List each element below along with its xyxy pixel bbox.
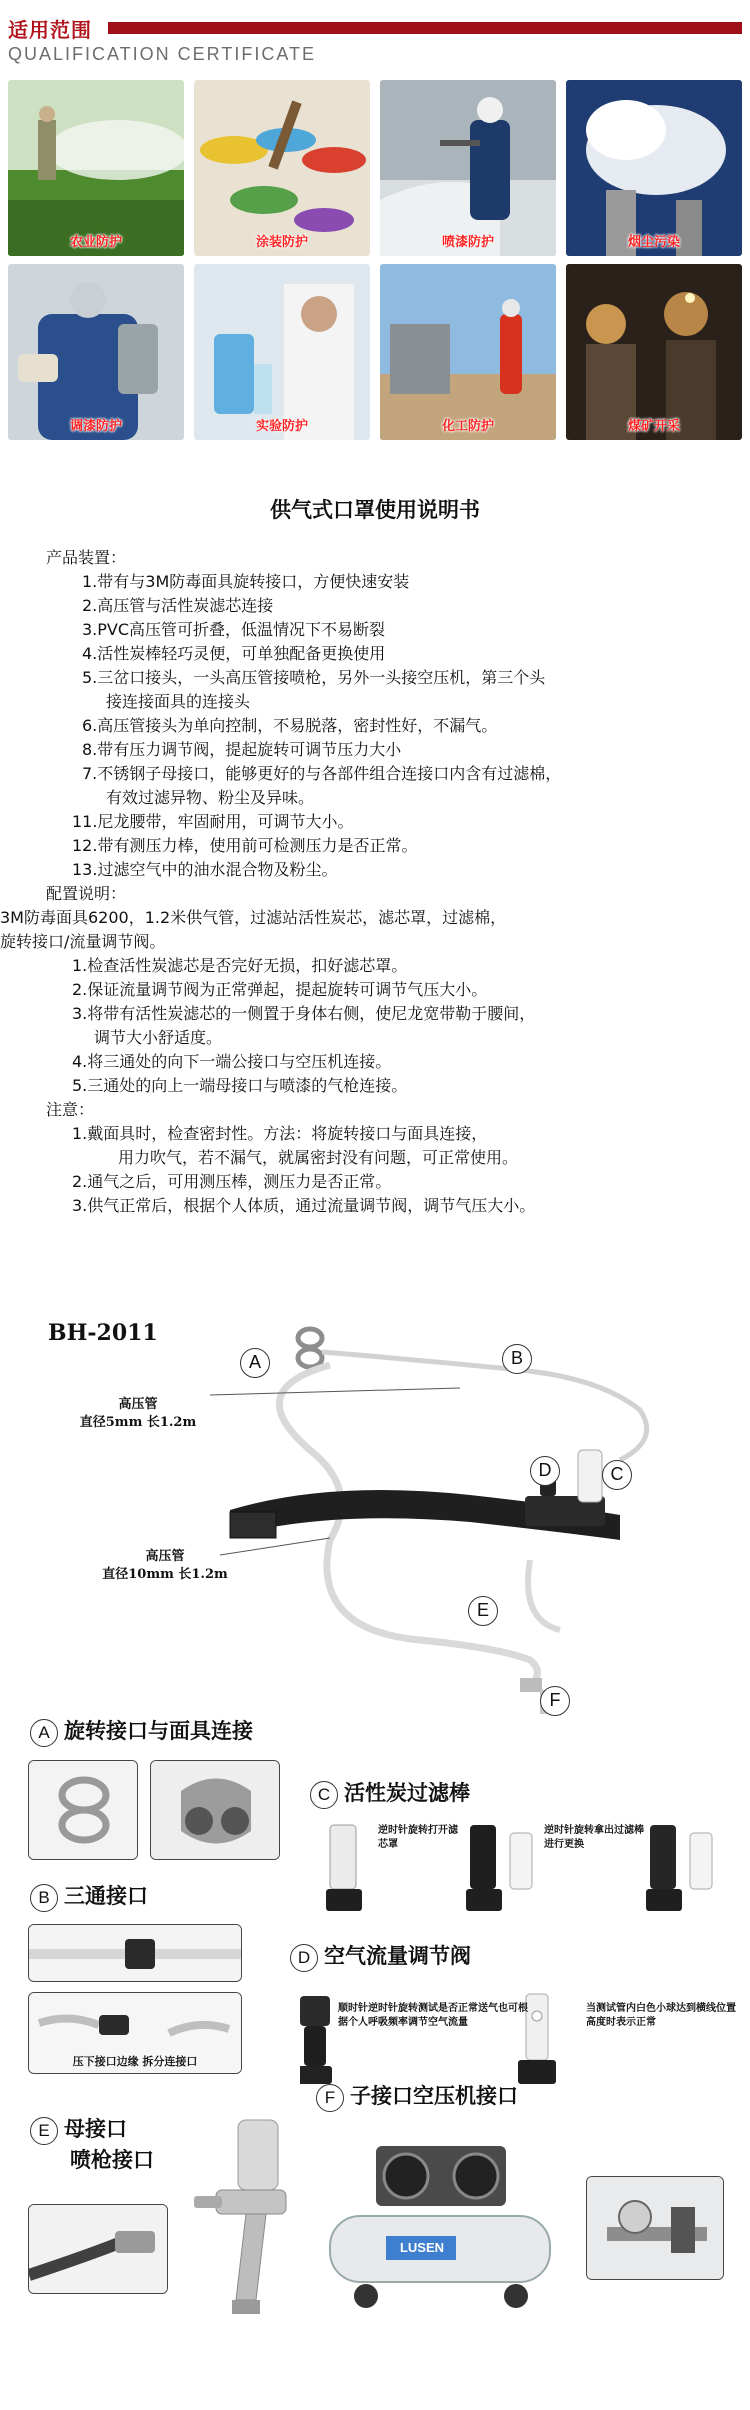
tile-label: 烟尘污染: [627, 235, 680, 250]
filter-note-2: 逆时针旋转拿出过滤棒进行更换: [544, 1825, 644, 1850]
application-grid: [8, 80, 742, 440]
carbon-filter-icon: [578, 1450, 602, 1502]
device-item: 7.不锈钢子母接口，能够更好的与各部件组合连接口内含有过滤棉，: [82, 764, 562, 783]
config-item: 3.将带有活性炭滤芯的一侧置于身体右侧，使尼龙宽带勒于腰间，: [72, 1004, 536, 1023]
detail-b-title: 三通接口: [64, 1883, 148, 1908]
tile-smoke-pollution: [566, 80, 742, 256]
section-header: [0, 0, 750, 70]
detail-f-marker: F: [316, 2084, 344, 2112]
device-item: 6.高压管接头为单向控制，不易脱落，密封性好，不漏气。: [82, 716, 498, 735]
filter-note-1: 逆时针旋转打开滤芯罩: [378, 1825, 458, 1850]
config-item: 1.检查活性炭滤芯是否完好无损，扣好滤芯罩。: [72, 956, 408, 975]
detail-e-title-2: 喷枪接口: [70, 2146, 154, 2172]
note-item-cont: 用力吹气，若不漏气，就属密封没有问题，可正常使用。: [118, 1148, 519, 1167]
detail-c-title: 活性炭过滤棒: [344, 1780, 470, 1805]
tile-label: 调漆防护: [69, 419, 122, 434]
note-item: 3.供气正常后，根据个人体质，通过流量调节阀，调节气压大小。: [72, 1196, 536, 1215]
note-item: 2.通气之后，可用测压棒，测压力是否正常。: [72, 1172, 392, 1191]
mining-photo: [566, 264, 742, 440]
paint-mixing-photo: [8, 264, 184, 440]
air-compressor-icon: [316, 2136, 566, 2316]
coating-photo: [194, 80, 370, 256]
swivel-connector-icon: [298, 1329, 322, 1367]
tile-label: 实验防护: [255, 419, 308, 434]
tube-large-spec: 直径10mm 长1.2m: [102, 1567, 228, 1582]
belt-buckle-icon: [230, 1512, 276, 1538]
spray-gun-icon: [176, 2110, 296, 2320]
device-heading: 产品装置：: [46, 548, 127, 567]
detail-a-title: 旋转接口与面具连接: [64, 1718, 253, 1743]
laboratory-photo: [194, 264, 370, 440]
detail-c-marker: C: [310, 1781, 338, 1809]
detail-e-heading: [30, 2114, 154, 2175]
product-illustration: [0, 1300, 750, 1720]
tube-small-annotation: [68, 1396, 208, 1432]
device-item: 2.高压管与活性炭滤芯连接: [82, 596, 274, 615]
manual-body: [0, 546, 706, 1218]
marker-a: A: [240, 1348, 270, 1378]
config-line: 旋转接口/流量调节阀。: [0, 932, 166, 951]
valve-note-1: 顺时针逆时针旋转测试是否正常送气也可根据个人呼吸频率调节空气流量: [338, 2003, 528, 2028]
section-subtitle: QUALIFICATION CERTIFICATE: [8, 44, 317, 64]
device-item-cont: 接连接面具的连接头: [106, 692, 251, 711]
detail-a-heading: [30, 1715, 253, 1747]
detail-a-marker: A: [30, 1719, 58, 1747]
device-item: 8.带有压力调节阀，提起旋转可调节压力大小: [82, 740, 402, 759]
chemical-photo: [380, 264, 556, 440]
marker-d: D: [530, 1456, 560, 1486]
detail-f-title: 子接口空压机接口: [350, 2083, 518, 2108]
compressor-port-photo: [586, 2176, 724, 2280]
section-title: 适用范围: [8, 18, 92, 42]
marker-f: F: [540, 1686, 570, 1716]
tee-connector-photo: [28, 1924, 242, 1982]
tile-label: 农业防护: [69, 235, 122, 250]
small-tube: [322, 1352, 647, 1460]
detail-b-heading: [30, 1880, 148, 1912]
device-item: 3.PVC高压管可折叠，低温情况下不易断裂: [82, 620, 386, 639]
device-item: 13.过滤空气中的油水混合物及粉尘。: [72, 860, 338, 879]
tube-small-name: 高压管: [118, 1397, 158, 1412]
compressor-brand: LUSEN: [399, 2240, 445, 2255]
device-item: 4.活性炭棒轻巧灵便，可单独配备更换使用: [82, 644, 386, 663]
detail-e-title-1: 母接口: [64, 2116, 127, 2141]
tube-large-annotation: [90, 1548, 240, 1584]
spray-paint-photo: [380, 80, 556, 256]
note-item: 1.戴面具时，检查密封性。方法：将旋转接口与面具连接，: [72, 1124, 488, 1143]
mask-photo: [150, 1760, 280, 1860]
product-diagram: [0, 1300, 750, 1720]
tile-mining: [566, 264, 742, 440]
detail-c-heading: [310, 1777, 470, 1809]
swivel-closeup: [28, 1760, 138, 1860]
device-item: 5.三岔口接头，一头高压管接喷枪，另外一头接空压机，第三个头: [82, 668, 546, 687]
agriculture-photo: [8, 80, 184, 256]
device-item: 12.带有测压力棒，使用前可检测压力是否正常。: [72, 836, 418, 855]
config-item: 4.将三通处的向下一端公接口与空压机连接。: [72, 1052, 392, 1071]
config-heading: 配置说明：: [46, 884, 127, 903]
marker-b: B: [502, 1344, 532, 1374]
detail-d-title: 空气流量调节阀: [324, 1943, 471, 1968]
tile-coating: [194, 80, 370, 256]
detail-d-heading: [290, 1940, 471, 1972]
detail-f-heading: [316, 2080, 518, 2112]
tile-label: 涂装防护: [255, 235, 308, 250]
config-line: 3M防毒面具6200，1.2米供气管，过滤站活性炭芯，滤芯罩，过滤棉，: [0, 908, 507, 927]
tile-paint-mixing: [8, 264, 184, 440]
detail-b-marker: B: [30, 1884, 58, 1912]
title-bar: [108, 22, 742, 34]
female-connector-photo: [28, 2204, 168, 2294]
tile-spray-paint: [380, 80, 556, 256]
tee-detach-photo: [28, 1992, 242, 2074]
marker-c: C: [602, 1460, 632, 1490]
tile-label: 化工防护: [441, 419, 494, 434]
device-item: 11.尼龙腰带，牢固耐用，可调节大小。: [72, 812, 354, 831]
tile-label: 煤矿开采: [627, 419, 680, 434]
tube-large-name: 高压管: [145, 1549, 185, 1564]
detail-d-marker: D: [290, 1944, 318, 1972]
smoke-pollution-photo: [566, 80, 742, 256]
device-item-cont: 有效过滤异物、粉尘及异味。: [106, 788, 315, 807]
valve-note-2: 当测试管内白色小球达到横线位置高度时表示正常: [586, 2003, 736, 2028]
detail-e-marker: E: [30, 2117, 58, 2145]
note-heading: 注意：: [46, 1100, 95, 1119]
model-number: BH-2011: [48, 1320, 158, 1346]
tile-laboratory: [194, 264, 370, 440]
config-item: 5.三通处的向上一端母接口与喷漆的气枪连接。: [72, 1076, 408, 1095]
marker-e: E: [468, 1596, 498, 1626]
tile-agriculture: [8, 80, 184, 256]
tile-chemical: [380, 264, 556, 440]
tee-detach-caption: 压下接口边缘 拆分连接口: [72, 2055, 198, 2068]
config-item-cont: 调节大小舒适度。: [94, 1028, 223, 1047]
config-item: 2.保证流量调节阀为正常弹起，提起旋转可调节气压大小。: [72, 980, 488, 999]
tile-label: 喷漆防护: [441, 235, 494, 250]
tube-small-spec: 直径5mm 长1.2m: [79, 1415, 197, 1430]
large-tube: [279, 1365, 537, 1686]
device-item: 1.带有与3M防毒面具旋转接口，方便快速安装: [82, 572, 410, 591]
manual-title: 供气式口罩使用说明书: [270, 498, 480, 522]
